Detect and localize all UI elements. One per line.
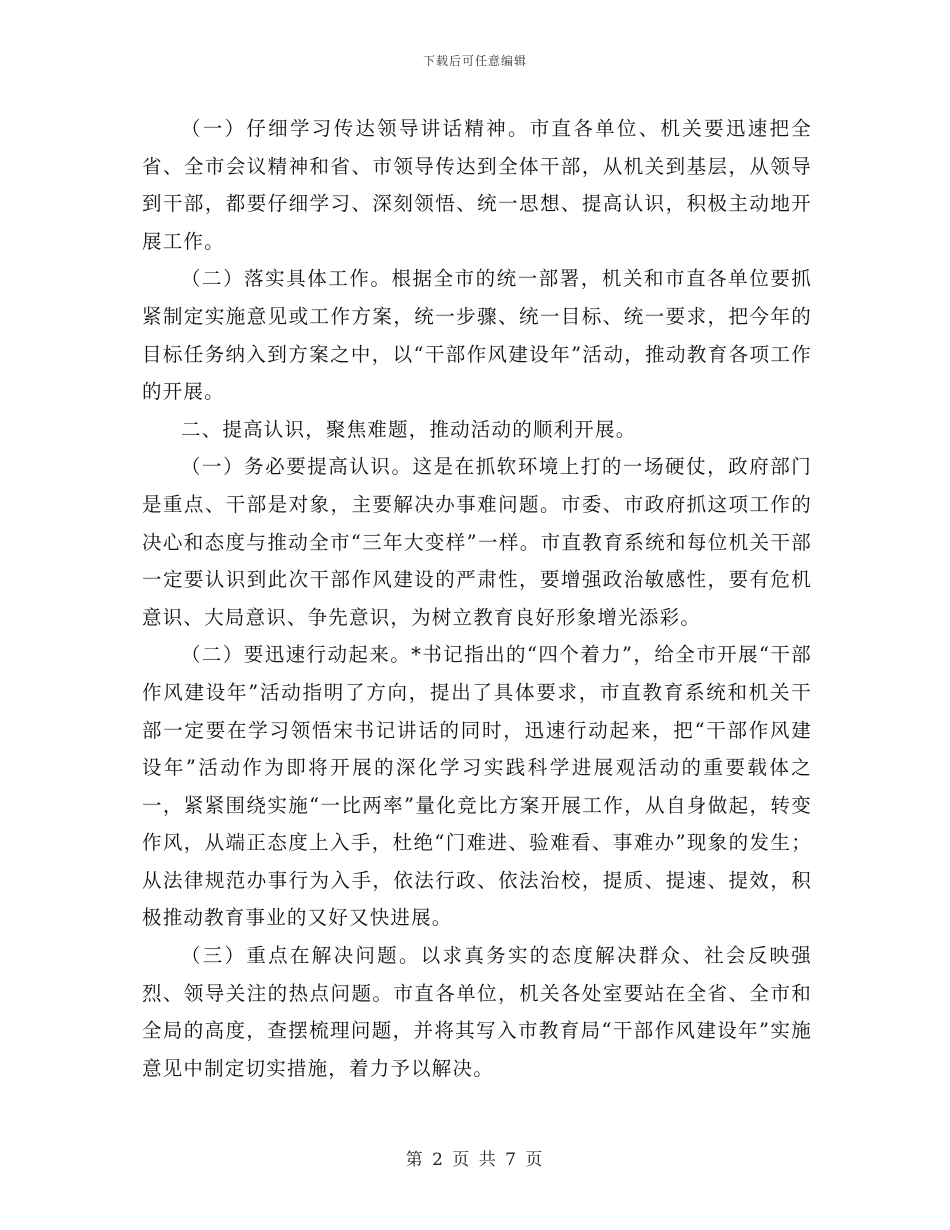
paragraph-2-3: （三）重点在解决问题。以求真务实的态度解决群众、社会反映强烈、领导关注的热点问题。市直各单位，机关各处室要站在全省、全市和全局的高度，查摆梳理问题，并将其写入市教育局“干部作风建设年”实施意见中制定切实措施，着力予以解决。: [142, 944, 812, 1080]
paragraph-1-1: （一）仔细学习传达领导讲话精神。市直各单位、机关要迅速把全省、全市会议精神和省、市领导传达到全体干部，从机关到基层，从领导到干部，都要仔细学习、深刻领悟、统一思想、提高认识，积极主动地开展工作。: [142, 117, 812, 253]
document-body: [142, 110, 812, 1087]
page-header: 下载后可任意编辑: [422, 54, 527, 68]
section-heading-2: 二、提高认识，聚焦难题，推动活动的顺利开展。: [181, 417, 637, 441]
paragraph-2-1: （一）务必要提高认识。这是在抓软环境上打的一场硬仗，政府部门是重点、干部是对象，主要解决办事难问题。市委、市政府抓这项工作的决心和态度与推动全市“三年大变样”一样。市直教育系统和每位机关干部一定要认识到此次干部作风建设的严肃性，要增强政治敏感性，要有危机意识、大局意识、争先意识，为树立教育良好形象增光添彩。: [142, 455, 812, 629]
paragraph-2-2: （二）要迅速行动起来。*书记指出的“四个着力”，给全市开展“干部作风建设年”活动指明了方向，提出了具体要求，市直教育系统和机关干部一定要在学习领悟宋书记讲话的同时，迅速行动起来，把“干部作风建设年”活动作为即将开展的深化学习实践科学进展观活动的重要载体之一，紧紧围绕实施“一比两率”量化竞比方案开展工作，从自身做起，转变作风，从端正态度上入手，杜绝“门难进、验难看、事难办”现象的发生；从法律规范办事行为入手，依法行政、依法治校，提质、提速、提效，积极推动教育事业的又好又快进展。: [142, 643, 812, 930]
paragraph-1-2: （二）落实具体工作。根据全市的统一部署，机关和市直各单位要抓紧制定实施意见或工作方案，统一步骤、统一目标、统一要求，把今年的目标任务纳入到方案之中，以“干部作风建设年”活动，推动教育各项工作的开展。: [142, 267, 812, 404]
page-number-footer: 第 2 页 共 7 页: [405, 1150, 545, 1170]
